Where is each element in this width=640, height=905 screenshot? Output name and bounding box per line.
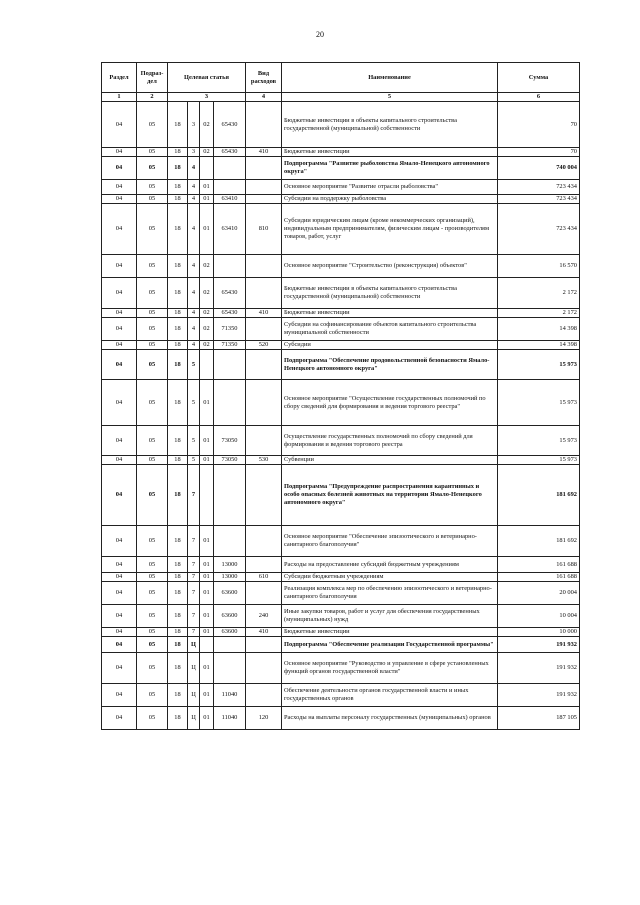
program-code-cell: 18 [168, 573, 188, 582]
subprogram-code-cell: Ц [188, 684, 200, 707]
razdel-cell: 04 [102, 350, 137, 380]
podrazdel-cell: 05 [137, 102, 168, 148]
subprogram-code-cell: 7 [188, 582, 200, 605]
expense-type-cell [246, 684, 282, 707]
subprogram-code-cell: 4 [188, 278, 200, 309]
sum-cell: 70 [498, 148, 580, 157]
event-code-cell: 02 [200, 255, 214, 278]
razdel-cell: 04 [102, 278, 137, 309]
table-row [102, 426, 580, 456]
razdel-cell: 04 [102, 195, 137, 204]
event-code-cell: 01 [200, 582, 214, 605]
event-code-cell: 01 [200, 204, 214, 255]
expense-type-cell [246, 637, 282, 653]
podrazdel-cell: 05 [137, 637, 168, 653]
name-cell: Субсидии на поддержку рыболовства [282, 195, 498, 204]
expense-type-cell [246, 180, 282, 195]
sum-cell: 723 434 [498, 195, 580, 204]
sum-cell: 10 004 [498, 605, 580, 628]
event-code-cell: 02 [200, 102, 214, 148]
expense-type-cell: 530 [246, 456, 282, 465]
expense-type-cell [246, 350, 282, 380]
table-row [102, 582, 580, 605]
razdel-cell: 04 [102, 148, 137, 157]
event-code-cell: 01 [200, 605, 214, 628]
name-cell: Бюджетные инвестиции [282, 309, 498, 318]
expense-type-cell [246, 195, 282, 204]
expense-type-cell [246, 653, 282, 684]
subprogram-code-cell: 3 [188, 102, 200, 148]
podrazdel-cell: 05 [137, 426, 168, 456]
sum-cell: 740 004 [498, 157, 580, 180]
name-cell: Основное мероприятие "Осуществление государственных полномочий по сбору сведений для формирования и ведения торгового реестра" [282, 380, 498, 426]
podrazdel-cell: 05 [137, 456, 168, 465]
subprogram-code-cell: 4 [188, 309, 200, 318]
sum-cell: 2 172 [498, 278, 580, 309]
direction-code-cell [214, 637, 246, 653]
program-code-cell: 18 [168, 318, 188, 341]
subprogram-code-cell: 7 [188, 557, 200, 573]
name-cell: Основное мероприятие "Обеспечение эпизоотического и ветеринарно-санитарного благополучия" [282, 526, 498, 557]
table-row [102, 573, 580, 582]
program-code-cell: 18 [168, 465, 188, 526]
subprogram-code-cell: 4 [188, 204, 200, 255]
sum-cell: 723 434 [498, 180, 580, 195]
subprogram-code-cell: 5 [188, 350, 200, 380]
table-row [102, 195, 580, 204]
page-number: 20 [316, 30, 324, 39]
razdel-cell: 04 [102, 380, 137, 426]
direction-code-cell: 11040 [214, 707, 246, 730]
podrazdel-cell: 05 [137, 465, 168, 526]
subprogram-code-cell: 7 [188, 605, 200, 628]
direction-code-cell: 63600 [214, 582, 246, 605]
table-row [102, 148, 580, 157]
subprogram-code-cell: Ц [188, 707, 200, 730]
column-number: 6 [498, 93, 580, 102]
event-code-cell: 01 [200, 526, 214, 557]
expense-type-cell [246, 426, 282, 456]
razdel-cell: 04 [102, 684, 137, 707]
event-code-cell: 01 [200, 426, 214, 456]
direction-code-cell: 13000 [214, 573, 246, 582]
name-cell: Бюджетные инвестиции в объекты капитального строительства государственной (муниципальной) собственности [282, 278, 498, 309]
header-row [102, 63, 580, 93]
direction-code-cell [214, 180, 246, 195]
event-code-cell: 01 [200, 380, 214, 426]
podrazdel-cell: 05 [137, 573, 168, 582]
razdel-cell: 04 [102, 456, 137, 465]
event-code-cell [200, 157, 214, 180]
program-code-cell: 18 [168, 684, 188, 707]
expense-type-cell [246, 380, 282, 426]
direction-code-cell [214, 255, 246, 278]
podrazdel-cell: 05 [137, 157, 168, 180]
podrazdel-cell: 05 [137, 255, 168, 278]
program-code-cell: 18 [168, 180, 188, 195]
expense-type-cell [246, 465, 282, 526]
subprogram-code-cell: 4 [188, 341, 200, 350]
subprogram-code-cell: 5 [188, 456, 200, 465]
subprogram-code-cell: 7 [188, 628, 200, 637]
podrazdel-cell: 05 [137, 318, 168, 341]
direction-code-cell [214, 157, 246, 180]
header-sum: Сумма [498, 63, 580, 93]
sum-cell: 16 570 [498, 255, 580, 278]
table-row [102, 456, 580, 465]
direction-code-cell [214, 350, 246, 380]
table-row [102, 707, 580, 730]
direction-code-cell: 63410 [214, 204, 246, 255]
subprogram-code-cell: 5 [188, 380, 200, 426]
name-cell: Субсидии [282, 341, 498, 350]
podrazdel-cell: 05 [137, 380, 168, 426]
event-code-cell: 01 [200, 456, 214, 465]
subprogram-row [102, 637, 580, 653]
event-code-cell: 01 [200, 653, 214, 684]
name-cell: Подпрограмма "Развитие рыболовства Ямало-Ненецкого автономного округа" [282, 157, 498, 180]
razdel-cell: 04 [102, 426, 137, 456]
expense-type-cell: 410 [246, 628, 282, 637]
direction-code-cell: 71350 [214, 318, 246, 341]
budget-table [101, 62, 580, 730]
name-cell: Расходы на выплаты персоналу государственных (муниципальных) органов [282, 707, 498, 730]
program-code-cell: 18 [168, 707, 188, 730]
expense-type-cell [246, 318, 282, 341]
program-code-cell: 18 [168, 456, 188, 465]
program-code-cell: 18 [168, 255, 188, 278]
podrazdel-cell: 05 [137, 605, 168, 628]
sum-cell: 187 105 [498, 707, 580, 730]
name-cell: Подпрограмма "Предупреждение распространения карантинных и особо опасных болезней животных на территории Ямало-Ненецкого автономного округа" [282, 465, 498, 526]
table-row [102, 102, 580, 148]
subprogram-code-cell: 4 [188, 157, 200, 180]
direction-code-cell [214, 380, 246, 426]
podrazdel-cell: 05 [137, 526, 168, 557]
razdel-cell: 04 [102, 465, 137, 526]
podrazdel-cell: 05 [137, 582, 168, 605]
expense-type-cell: 810 [246, 204, 282, 255]
event-code-cell [200, 465, 214, 526]
event-code-cell: 02 [200, 341, 214, 350]
program-code-cell: 18 [168, 557, 188, 573]
table-row [102, 653, 580, 684]
subprogram-code-cell: 7 [188, 526, 200, 557]
name-cell: Субсидии юридическим лицам (кроме некоммерческих организаций), индивидуальным предпринимателям, физическим лицам - производителям товаров, работ, услуг [282, 204, 498, 255]
program-code-cell: 18 [168, 204, 188, 255]
podrazdel-cell: 05 [137, 341, 168, 350]
direction-code-cell: 73050 [214, 426, 246, 456]
razdel-cell: 04 [102, 255, 137, 278]
column-number: 1 [102, 93, 137, 102]
subprogram-code-cell: 5 [188, 426, 200, 456]
sum-cell: 70 [498, 102, 580, 148]
razdel-cell: 04 [102, 573, 137, 582]
direction-code-cell: 65430 [214, 102, 246, 148]
sum-cell: 191 932 [498, 637, 580, 653]
podrazdel-cell: 05 [137, 204, 168, 255]
program-code-cell: 18 [168, 341, 188, 350]
razdel-cell: 04 [102, 102, 137, 148]
subprogram-code-cell: 4 [188, 180, 200, 195]
razdel-cell: 04 [102, 204, 137, 255]
expense-type-cell: 610 [246, 573, 282, 582]
direction-code-cell [214, 465, 246, 526]
table-row [102, 278, 580, 309]
direction-code-cell: 65430 [214, 148, 246, 157]
event-code-cell: 02 [200, 278, 214, 309]
event-code-cell: 01 [200, 180, 214, 195]
direction-code-cell: 13000 [214, 557, 246, 573]
name-cell: Субсидии на софинансирование объектов капитального строительства муниципальной собственности [282, 318, 498, 341]
sum-cell: 15 973 [498, 350, 580, 380]
name-cell: Расходы на предоставление субсидий бюджетным учреждениям [282, 557, 498, 573]
program-code-cell: 18 [168, 102, 188, 148]
table-row [102, 380, 580, 426]
event-code-cell: 02 [200, 318, 214, 341]
expense-type-cell: 120 [246, 707, 282, 730]
name-cell: Основное мероприятие "Руководство и управление в сфере установленных функций органов государственной власти" [282, 653, 498, 684]
event-code-cell: 01 [200, 707, 214, 730]
name-cell: Субвенции [282, 456, 498, 465]
table-row [102, 557, 580, 573]
program-code-cell: 18 [168, 380, 188, 426]
program-code-cell: 18 [168, 148, 188, 157]
direction-code-cell: 63600 [214, 628, 246, 637]
header-celevaya: Целевая статья [168, 63, 246, 93]
subprogram-code-cell: Ц [188, 637, 200, 653]
column-number-row [102, 93, 580, 102]
table-row [102, 605, 580, 628]
program-code-cell: 18 [168, 605, 188, 628]
table-row [102, 684, 580, 707]
sum-cell: 15 973 [498, 456, 580, 465]
event-code-cell: 02 [200, 148, 214, 157]
program-code-cell: 18 [168, 309, 188, 318]
program-code-cell: 18 [168, 582, 188, 605]
direction-code-cell [214, 526, 246, 557]
name-cell: Основное мероприятие "Развитие отрасли рыболовства" [282, 180, 498, 195]
program-code-cell: 18 [168, 195, 188, 204]
podrazdel-cell: 05 [137, 278, 168, 309]
sum-cell: 2 172 [498, 309, 580, 318]
program-code-cell: 18 [168, 426, 188, 456]
podrazdel-cell: 05 [137, 350, 168, 380]
razdel-cell: 04 [102, 582, 137, 605]
razdel-cell: 04 [102, 605, 137, 628]
direction-code-cell: 11040 [214, 684, 246, 707]
program-code-cell: 18 [168, 637, 188, 653]
table-row [102, 204, 580, 255]
column-number: 5 [282, 93, 498, 102]
column-number: 3 [168, 93, 246, 102]
name-cell: Подпрограмма "Обеспечение реализации Государственной программы" [282, 637, 498, 653]
expense-type-cell: 410 [246, 309, 282, 318]
name-cell: Реализация комплекса мер по обеспечению эпизоотического и ветеринарно-санитарного благополучия [282, 582, 498, 605]
column-number: 4 [246, 93, 282, 102]
sum-cell: 181 692 [498, 526, 580, 557]
subprogram-code-cell: 7 [188, 465, 200, 526]
subprogram-code-cell: 3 [188, 148, 200, 157]
direction-code-cell: 73050 [214, 456, 246, 465]
razdel-cell: 04 [102, 309, 137, 318]
program-code-cell: 18 [168, 526, 188, 557]
expense-type-cell [246, 557, 282, 573]
sum-cell: 15 973 [498, 426, 580, 456]
podrazdel-cell: 05 [137, 148, 168, 157]
table-row [102, 309, 580, 318]
header-razdel: Раздел [102, 63, 137, 93]
header-podrazdel: Подраз-дел [137, 63, 168, 93]
sum-cell: 191 932 [498, 684, 580, 707]
program-code-cell: 18 [168, 653, 188, 684]
name-cell: Иные закупки товаров, работ и услуг для обеспечения государственных (муниципальных) нужд [282, 605, 498, 628]
name-cell: Основное мероприятие "Строительство (реконструкция) объектов" [282, 255, 498, 278]
razdel-cell: 04 [102, 318, 137, 341]
razdel-cell: 04 [102, 526, 137, 557]
direction-code-cell: 63410 [214, 195, 246, 204]
podrazdel-cell: 05 [137, 628, 168, 637]
podrazdel-cell: 05 [137, 707, 168, 730]
razdel-cell: 04 [102, 637, 137, 653]
podrazdel-cell: 05 [137, 195, 168, 204]
direction-code-cell: 65430 [214, 309, 246, 318]
sum-cell: 161 688 [498, 557, 580, 573]
program-code-cell: 18 [168, 350, 188, 380]
subprogram-code-cell: 4 [188, 318, 200, 341]
name-cell: Подпрограмма "Обеспечение продовольственной безопасности Ямало-Ненецкого автономного округа" [282, 350, 498, 380]
subprogram-code-cell: 7 [188, 573, 200, 582]
direction-code-cell: 65430 [214, 278, 246, 309]
podrazdel-cell: 05 [137, 309, 168, 318]
subprogram-row [102, 350, 580, 380]
event-code-cell: 01 [200, 628, 214, 637]
header-vid: Вид расходов [246, 63, 282, 93]
expense-type-cell [246, 157, 282, 180]
razdel-cell: 04 [102, 707, 137, 730]
header-name: Наименование [282, 63, 498, 93]
name-cell: Бюджетные инвестиции в объекты капитального строительства государственной (муниципальной) собственности [282, 102, 498, 148]
table-row [102, 318, 580, 341]
table-row [102, 255, 580, 278]
program-code-cell: 18 [168, 157, 188, 180]
expense-type-cell [246, 255, 282, 278]
event-code-cell [200, 637, 214, 653]
table-row [102, 180, 580, 195]
program-code-cell: 18 [168, 278, 188, 309]
sum-cell: 181 692 [498, 465, 580, 526]
sum-cell: 15 973 [498, 380, 580, 426]
sum-cell: 10 000 [498, 628, 580, 637]
expense-type-cell [246, 526, 282, 557]
table-row [102, 526, 580, 557]
razdel-cell: 04 [102, 341, 137, 350]
name-cell: Бюджетные инвестиции [282, 148, 498, 157]
subprogram-code-cell: 4 [188, 195, 200, 204]
sum-cell: 14 398 [498, 341, 580, 350]
name-cell: Субсидии бюджетным учреждениям [282, 573, 498, 582]
podrazdel-cell: 05 [137, 557, 168, 573]
event-code-cell: 01 [200, 684, 214, 707]
subprogram-row [102, 157, 580, 180]
program-code-cell: 18 [168, 628, 188, 637]
direction-code-cell: 63600 [214, 605, 246, 628]
razdel-cell: 04 [102, 157, 137, 180]
direction-code-cell [214, 653, 246, 684]
direction-code-cell: 71350 [214, 341, 246, 350]
sum-cell: 191 932 [498, 653, 580, 684]
podrazdel-cell: 05 [137, 180, 168, 195]
table-row [102, 341, 580, 350]
subprogram-code-cell: Ц [188, 653, 200, 684]
podrazdel-cell: 05 [137, 653, 168, 684]
expense-type-cell: 520 [246, 341, 282, 350]
expense-type-cell [246, 278, 282, 309]
event-code-cell [200, 350, 214, 380]
sum-cell: 14 398 [498, 318, 580, 341]
subprogram-code-cell: 4 [188, 255, 200, 278]
expense-type-cell [246, 102, 282, 148]
razdel-cell: 04 [102, 628, 137, 637]
event-code-cell: 02 [200, 309, 214, 318]
sum-cell: 20 004 [498, 582, 580, 605]
name-cell: Осуществление государственных полномочий по сбору сведений для формирования и ведения торгового реестра [282, 426, 498, 456]
razdel-cell: 04 [102, 557, 137, 573]
event-code-cell: 01 [200, 195, 214, 204]
name-cell: Бюджетные инвестиции [282, 628, 498, 637]
table-row [102, 628, 580, 637]
name-cell: Обеспечение деятельности органов государственной власти и иных государственных органов [282, 684, 498, 707]
podrazdel-cell: 05 [137, 684, 168, 707]
subprogram-row [102, 465, 580, 526]
expense-type-cell: 410 [246, 148, 282, 157]
expense-type-cell [246, 582, 282, 605]
event-code-cell: 01 [200, 557, 214, 573]
sum-cell: 161 688 [498, 573, 580, 582]
razdel-cell: 04 [102, 653, 137, 684]
column-number: 2 [137, 93, 168, 102]
expense-type-cell: 240 [246, 605, 282, 628]
sum-cell: 723 434 [498, 204, 580, 255]
event-code-cell: 01 [200, 573, 214, 582]
razdel-cell: 04 [102, 180, 137, 195]
